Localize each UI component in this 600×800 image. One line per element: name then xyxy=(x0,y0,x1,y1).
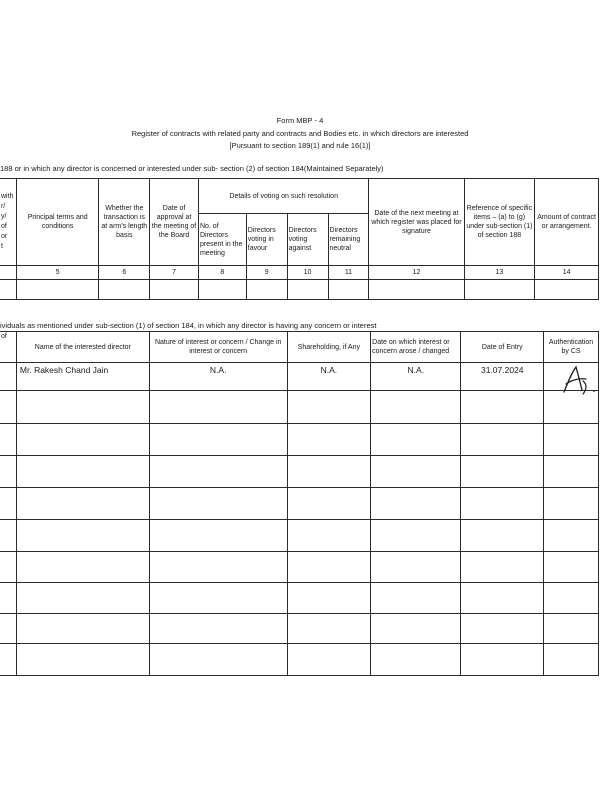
table-row xyxy=(0,614,599,644)
interested-director-header: Name of the interested director xyxy=(16,332,149,363)
entry-date-value: 31.07.2024 xyxy=(461,363,544,391)
entry-date-header: Date of Entry xyxy=(461,332,544,363)
table-row xyxy=(0,280,599,300)
contracts-table xyxy=(0,178,599,300)
table-row xyxy=(0,456,599,488)
board-approval-date-header: Date of approval at the meeting of the Board xyxy=(150,179,199,266)
column-number: 14 xyxy=(535,266,599,280)
table-row xyxy=(0,424,599,456)
principal-terms-header: Principal terms and conditions xyxy=(16,179,98,266)
interests-table xyxy=(0,331,599,676)
table-row xyxy=(0,552,599,583)
shareholding-header: Shareholding, if Any xyxy=(287,332,371,363)
truncated-column-header: of xyxy=(0,332,16,363)
register-subtitle: [Pursuant to section 189(1) and rule 16(1)] xyxy=(229,141,371,150)
nature-value: N.A. xyxy=(149,363,287,391)
column-number-row xyxy=(0,266,599,280)
nature-of-interest-header: Nature of interest or concern / Change in interest or concern xyxy=(149,332,287,363)
part-a-caption: 188 or in which any director is concerned or interested under sub- section (2) of section 184(Maintained Separately) xyxy=(0,164,384,173)
interest-date-value: N.A. xyxy=(371,363,461,391)
arms-length-header: Whether the transaction is at arm’s length basis xyxy=(99,179,150,266)
table-row xyxy=(0,391,599,424)
signature-mark xyxy=(556,364,600,398)
column-number: 10 xyxy=(287,266,328,280)
table-row xyxy=(0,583,599,614)
register-title: Register of contracts with related party and contracts and Bodies etc. in which directors are interested xyxy=(131,129,469,138)
contract-amount-header: Amount of contract or arrangement. xyxy=(535,179,599,266)
table-row xyxy=(0,644,599,676)
column-number: 9 xyxy=(246,266,287,280)
column-number: 13 xyxy=(464,266,535,280)
shareholding-value: N.A. xyxy=(287,363,371,391)
voting-details-header: Details of voting on such resolution xyxy=(198,179,368,214)
column-number: 12 xyxy=(369,266,464,280)
director-name: Mr. Rakesh Chand Jain xyxy=(16,363,149,391)
column-number: 5 xyxy=(16,266,98,280)
next-meeting-date-header: Date of the next meeting at which register was placed for signature xyxy=(369,179,464,266)
authentication-header: Authentication by CS xyxy=(544,332,599,363)
column-number: 11 xyxy=(328,266,369,280)
column-number: 6 xyxy=(99,266,150,280)
directors-favour-header: Directors voting in favour xyxy=(246,214,287,266)
directors-neutral-header: Directors remaining neutral xyxy=(328,214,369,266)
column-number: 8 xyxy=(198,266,246,280)
truncated-column-header: with r/ y/ of or t xyxy=(0,179,16,266)
interest-date-header: Date on which interest or concern arose / changed xyxy=(371,332,461,363)
form-number: Form MBP - 4 xyxy=(276,116,324,125)
header-row xyxy=(0,332,599,363)
table-row xyxy=(0,488,599,520)
directors-present-header: No. of Directors present in the meeting xyxy=(198,214,246,266)
table-row xyxy=(0,363,599,391)
table-row xyxy=(0,520,599,552)
column-number: 7 xyxy=(150,266,199,280)
part-b-caption: ividuals as mentioned under sub-section (1) of section 184, in which any director is having any concern or interest xyxy=(0,321,377,330)
reference-items-header: Reference of specific items – (a) to (g) under sub-section (1) of section 188 xyxy=(464,179,535,266)
directors-against-header: Directors voting against xyxy=(287,214,328,266)
